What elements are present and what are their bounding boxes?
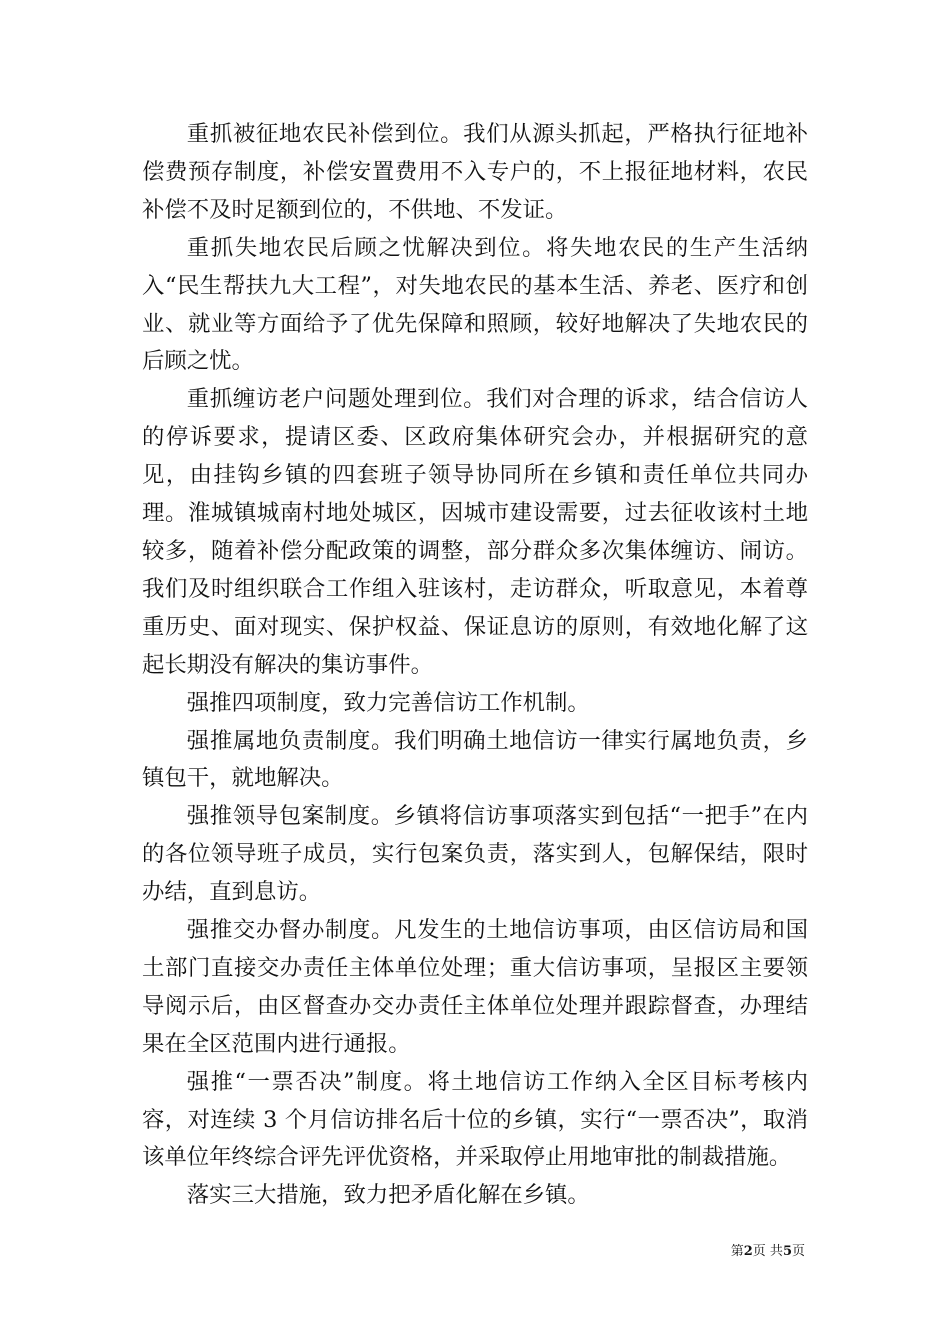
footer-prefix: 第 xyxy=(730,1244,744,1259)
paragraph-9: 落实三大措施，致力把矛盾化解在乡镇。 xyxy=(186,1182,590,1209)
footer-suffix: 页 xyxy=(791,1244,805,1259)
footer-middle: 页 共 xyxy=(752,1244,783,1259)
paragraph-7: 强推交办督办制度。凡发生的土地信访事项，由区信访局和国土部门直接交办责任主体单位处理；重大信访事项，呈报区主要领导阅示后，由区督查办交办责任主体单位处理并跟踪督查，办理结果在全区范围内进行通报。 xyxy=(142,917,808,1057)
paragraph-6: 强推领导包案制度。乡镇将信访事项落实到包括“一把手”在内的各位领导班子成员，实行包案负责，落实到人，包解保结，限时办结，直到息访。 xyxy=(142,803,808,906)
paragraph-8: 强推“一票否决”制度。将土地信访工作纳入全区目标考核内容，对连续 3 个月信访排名后十位的乡镇，实行“一票否决”，取消该单位年终综合评先评优资格，并采取停止用地审批的制裁措施。 xyxy=(142,1068,808,1171)
document-body xyxy=(142,116,808,1215)
paragraph-2: 重抓失地农民后顾之忧解决到位。将失地农民的生产生活纳入“民生帮扶九大工程”，对失地农民的基本生活、养老、医疗和创业、就业等方面给予了优先保障和照顾，较好地解决了失地农民的后顾之忧。 xyxy=(142,234,808,375)
total-page-number: 5 xyxy=(782,1244,792,1259)
paragraph-3: 重抓缠访老户问题处理到位。我们对合理的诉求，结合信访人的停诉要求，提请区委、区政府集体研究会办，并根据研究的意见，由挂钩乡镇的四套班子领导协同所在乡镇和责任单位共同办理。淮城镇城南村地处城区，因城市建设需要，过去征收该村土地较多，随着补偿分配政策的调整，部分群众多次集体缠访、闹访。我们及时组织联合工作组入驻该村，走访群众，听取意见，本着尊重历史、面对现实、保护权益、保证息访的原则，有效地化解了这起长期没有解决的集访事件。 xyxy=(142,386,808,678)
page-number-footer xyxy=(731,1244,805,1260)
paragraph-4: 强推四项制度，致力完善信访工作机制。 xyxy=(186,689,590,716)
current-page-number: 2 xyxy=(743,1244,753,1259)
paragraph-5: 强推属地负责制度。我们明确土地信访一律实行属地负责，乡镇包干，就地解决。 xyxy=(142,727,808,792)
paragraph-1: 重抓被征地农民补偿到位。我们从源头抓起，严格执行征地补偿费预存制度，补偿安置费用不入专户的，不上报征地材料，农民补偿不及时足额到位的，不供地、不发证。 xyxy=(142,121,808,223)
